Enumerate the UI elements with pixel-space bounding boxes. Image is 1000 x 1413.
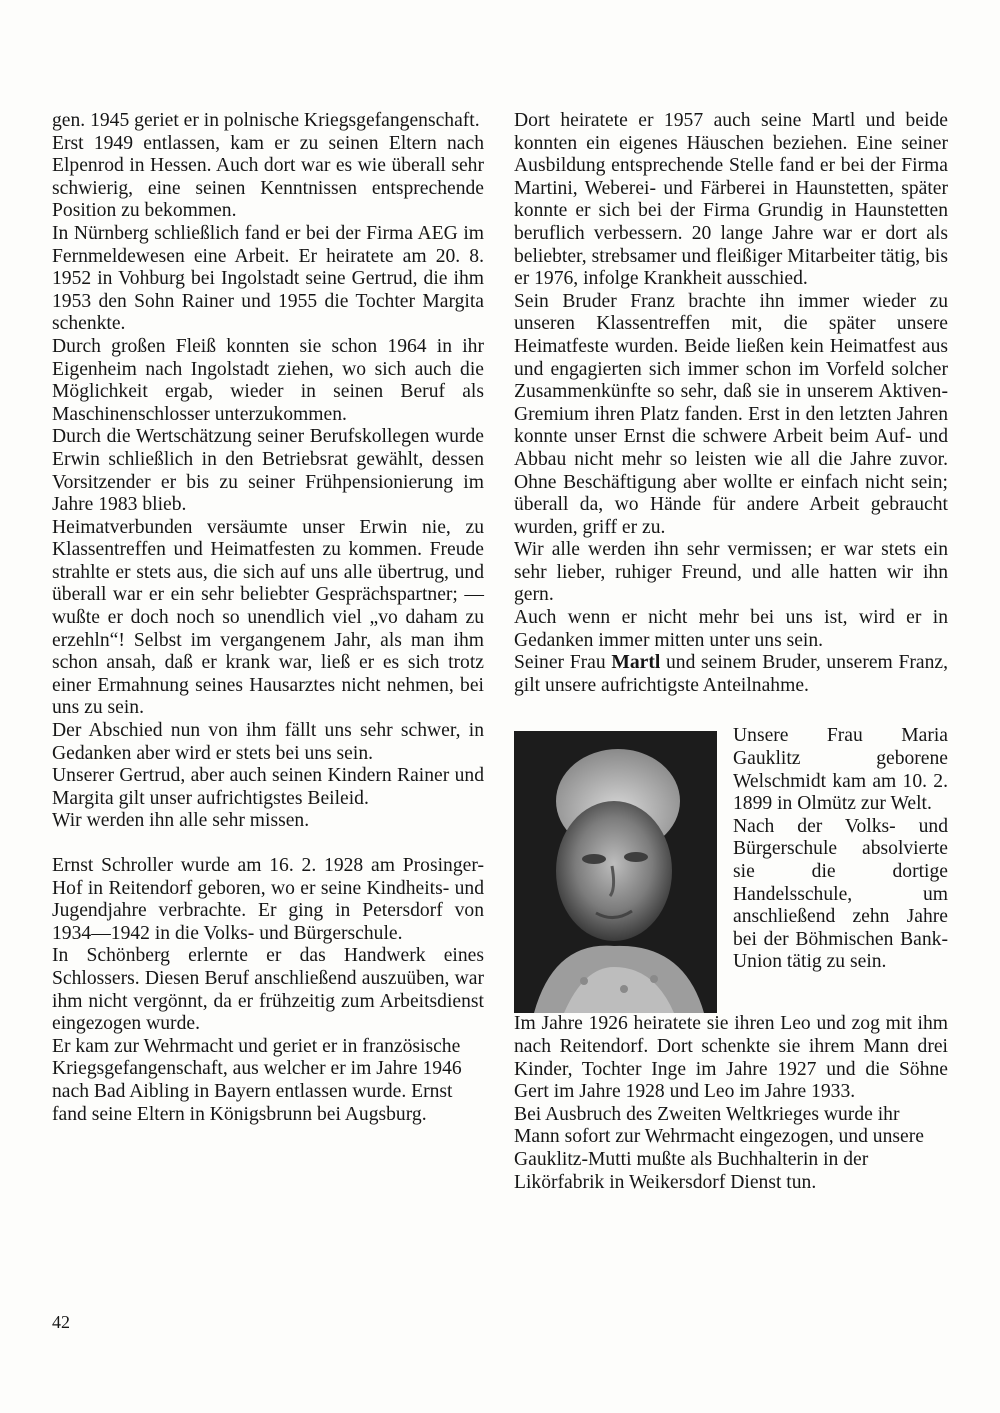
- condolence-paragraph: [514, 652, 948, 697]
- portrait-illustration: [514, 731, 717, 1013]
- condolence-text: und seinem Bruder, unserem Franz, gilt unsere aufrichtigste Anteilnahme.: [514, 652, 948, 696]
- paragraph: Im Jahre 1926 heiratete sie ihren Leo und zog mit ihm nach Reitendorf. Dort schenkte sie ihrem Mann drei Kinder, Tochter Inge im Jahre 1927 und die Söhne Gert im Jahre 1928 und Leo im Jahre 1933.: [514, 1013, 948, 1103]
- paragraph: Durch großen Fleiß konnten sie schon 1964 in ihr Eigenheim nach Ingolstadt ziehen, wo sich auch die Möglichkeit ergab, wieder in seinen Beruf als Maschinenschlosser unterzukommen.: [52, 335, 484, 425]
- paragraph: Unserer Gertrud, aber auch seinen Kindern Rainer und Margita gilt unser aufrichtigstes Beileid.: [52, 765, 484, 809]
- bold-name: Martl: [611, 652, 661, 674]
- paragraph: Heimatverbunden versäumte unser Erwin nie, zu Klassentreffen und Heimatfesten zu kommen. Freude strahlte er stets aus, die sich auf uns alle übertrug, und überall war er ein sehr beliebter Gesprächspartner; — wußte er doch noch so unendlich viel „vo daham zu erzehln“! Selbst im vergangenem Jahr, als man ihm schon ansah, daß er krank war, ließ er es sich trotz einer Ermahnung seines Hausarztes nicht nehmen, bei uns zu sein.: [52, 516, 484, 719]
- paragraph: Bei Ausbruch des Zweiten Weltkrieges wurde ihr Mann sofort zur Wehrmacht eingezogen, und unsere Gauklitz-Mutti mußte als Buchhalterin in der Likörfabrik in Weikersdorf Dienst tun.: [514, 1103, 924, 1193]
- condolence-text: Seiner Frau: [514, 652, 612, 674]
- photo-section: [514, 725, 948, 1013]
- page-number: 42: [52, 1312, 70, 1332]
- photo-caption-text: [733, 725, 948, 974]
- paragraph: Dort heiratete er 1957 auch seine Martl und beide konnten ein eigenes Häuschen beziehen. Eine seiner Ausbildung entsprechende Stelle fand er bei der Firma Martini, Weberei- und Färberei in Haunstetten, später konnte er sich bei der Firma Grundig in Haunstetten beruflich verbessern. 20 lange Jahre war er dort als beliebter, strebsamer und fleißiger Mitarbeiter tätig, bis er 1976, infolge Krankheit ausschied.: [514, 110, 948, 290]
- paragraph: Wir alle werden ihn sehr vermissen; er war stets ein sehr lieber, ruhiger Freund, und alle hatten wir ihn gern.: [514, 539, 948, 606]
- portrait-photo: [514, 731, 717, 1013]
- paragraph: Erst 1949 entlassen, kam er zu seinen Eltern nach Elpenrod in Hessen. Auch dort war es wie überall sehr schwierig, eine seinen Kenntnissen entsprechende Position zu bekommen.: [52, 132, 484, 222]
- paragraph: Durch die Wertschätzung seiner Berufskollegen wurde Erwin schließlich in den Betriebsrat gewählt, dessen Vorsitzender er bis zu seiner Frühpensionierung im Jahre 1983 blieb.: [52, 426, 484, 516]
- section-gap: [52, 833, 484, 855]
- paragraph: Wir werden ihn alle sehr missen.: [52, 810, 310, 832]
- paragraph: Er kam zur Wehrmacht und geriet er in französische Kriegsgefangenschaft, aus welcher er im Jahre 1946 nach Bad Aibling in Bayern entlassen wurde. Ernst fand seine Eltern in Königsbrunn bei Augsburg.: [52, 1035, 462, 1125]
- paragraph: In Nürnberg schließlich fand er bei der Firma AEG im Fernmeldewesen eine Arbeit. Er heiratete am 20. 8. 1952 in Vohburg bei Ingolstadt seine Gertrud, die ihm 1953 den Sohn Rainer und 1955 die Tochter Margita schenkte.: [52, 222, 484, 335]
- left-column: [52, 110, 484, 1126]
- paragraph: In Schönberg erlernte er das Handwerk eines Schlossers. Diesen Beruf anschließend auszuüben, war ihm nicht vergönnt, da er frühzeitig zum Arbeitsdienst eingezogen wurde.: [52, 945, 484, 1035]
- paragraph: Nach der Volks- und Bürgerschule absolvierte sie die dortige Handelsschule, um anschließend zehn Jahre bei der Böhmischen Bank-Union tätig zu sein.: [733, 815, 948, 973]
- paragraph: Unsere Frau Maria Gauklitz geborene Welschmidt kam am 10. 2. 1899 in Olmütz zur Welt.: [733, 725, 948, 815]
- paragraph: Ernst Schroller wurde am 16. 2. 1928 am Prosinger-Hof in Reitendorf geboren, wo er seine Kindheits- und Jugendjahre verbrachte. Er ging in Petersdorf von 1934—1942 in die Volks- und Bürgerschule.: [52, 855, 484, 944]
- paragraph: Auch wenn er nicht mehr bei uns ist, wird er in Gedanken immer mitten unter uns sein.: [514, 607, 948, 651]
- right-column: [514, 110, 948, 1194]
- paragraph: Der Abschied nun von ihm fällt uns sehr schwer, in Gedanken aber wird er stets bei uns sein.: [52, 720, 484, 764]
- paragraph: Sein Bruder Franz brachte ihn immer wieder zu unseren Klassentreffen mit, die später unsere Heimatfeste wurden. Beide ließen kein Heimatfest aus und engagierten sich immer schon im Vorfeld solcher Zusammenkünfte so sehr, daß sie in unserem Aktiven-Gremium ihren Platz fanden. Erst in den letzten Jahren konnte unser Ernst die schwere Arbeit beim Auf- und Abbau nicht mehr so leisten wie all die Jahre zuvor. Ohne Beschäftigung aber wollte er einfach nicht sein; überall da, wo Hände für andere Arbeit gebraucht wurden, griff er zu.: [514, 290, 948, 538]
- paragraph: gen. 1945 geriet er in polnische Kriegsgefangenschaft.: [52, 110, 480, 131]
